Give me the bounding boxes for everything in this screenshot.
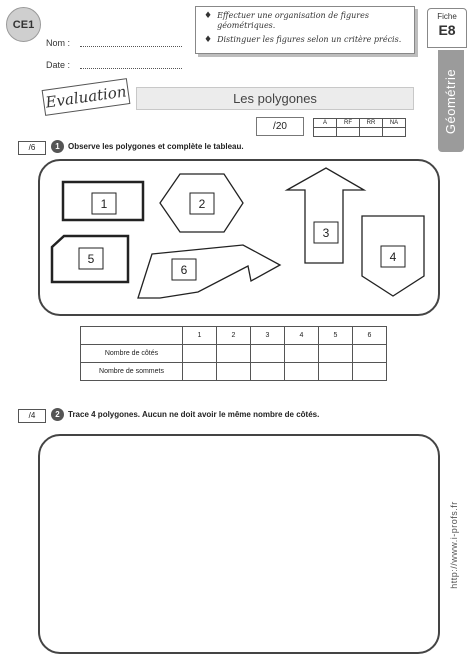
grade-header: NA <box>383 119 406 128</box>
exercise2-instruction: Trace 4 polygones. Aucun ne doit avoir le même nombre de côtés. <box>68 410 320 419</box>
column-header: 5 <box>319 327 353 345</box>
shape-number: 3 <box>322 226 330 240</box>
answer-cell[interactable] <box>183 363 217 381</box>
column-header: 3 <box>251 327 285 345</box>
polygon-6 <box>138 245 280 298</box>
watermark-text: http://www.i-profs.fr <box>449 501 459 589</box>
answer-cell[interactable] <box>319 345 353 363</box>
name-label: Nom : <box>46 38 71 48</box>
answer-cell[interactable] <box>285 363 319 381</box>
answer-cell[interactable] <box>217 345 251 363</box>
answer-cell[interactable] <box>251 363 285 381</box>
subject-label: Géométrie <box>443 68 459 134</box>
exercise2-number: 2 <box>51 408 64 421</box>
column-header: 4 <box>285 327 319 345</box>
row-label: Nombre de sommets <box>81 363 183 381</box>
shape-number: 1 <box>100 197 108 211</box>
exercise1-points: /6 <box>18 141 46 155</box>
shape-number: 4 <box>389 250 397 264</box>
answer-cell[interactable] <box>285 345 319 363</box>
grade-header: RF <box>337 119 360 128</box>
evaluation-stamp: Evaluation <box>42 78 131 116</box>
shape-number: 2 <box>198 197 206 211</box>
page-title: Les polygones <box>136 87 414 110</box>
objective-text: Effectuer une organisation de figures géométriques. <box>217 11 369 30</box>
corner-cell <box>81 327 183 345</box>
column-header: 6 <box>353 327 387 345</box>
shape-number: 6 <box>180 263 188 277</box>
column-header: 1 <box>183 327 217 345</box>
polygons-table <box>80 326 387 381</box>
drawing-area[interactable] <box>38 434 440 654</box>
grade-header: A <box>314 119 337 128</box>
shape-number: 5 <box>87 252 95 266</box>
answer-cell[interactable] <box>319 363 353 381</box>
answer-cell[interactable] <box>251 345 285 363</box>
polygon-3 <box>287 168 364 263</box>
column-header: 2 <box>217 327 251 345</box>
date-label: Date : <box>46 60 71 70</box>
answer-cell[interactable] <box>353 345 387 363</box>
site-watermark <box>446 440 462 650</box>
bullet-icon: ♦ <box>204 11 213 21</box>
exercise1-instruction: Observe les polygones et complète le tableau. <box>68 142 244 151</box>
answer-cell[interactable] <box>183 345 217 363</box>
objective-text: Distinguer les figures selon un critère précis. <box>217 35 402 44</box>
answer-cell[interactable] <box>353 363 387 381</box>
exercise1-number: 1 <box>51 140 64 153</box>
answer-cell[interactable] <box>217 363 251 381</box>
total-score: /20 <box>256 117 304 136</box>
bullet-icon: ♦ <box>204 35 213 45</box>
fiche-code: E8 <box>438 22 456 38</box>
row-label: Nombre de côtés <box>81 345 183 363</box>
fiche-label: Fiche <box>437 12 457 21</box>
grade-header: RR <box>360 119 383 128</box>
exercise2-points: /4 <box>18 409 46 423</box>
level-badge: CE1 <box>6 7 41 42</box>
